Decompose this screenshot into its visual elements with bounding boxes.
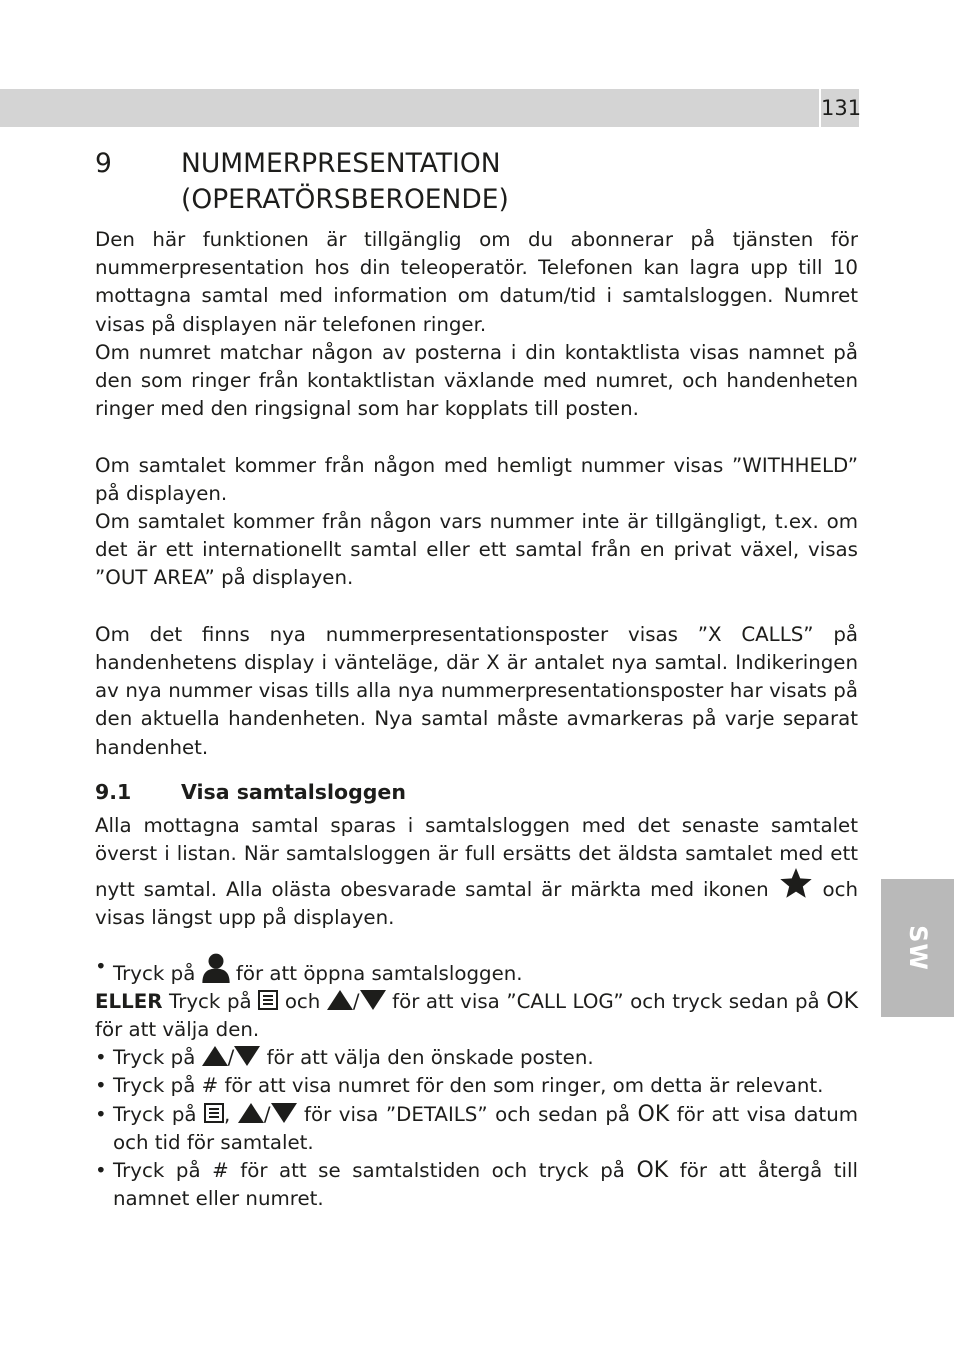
slash: / xyxy=(227,1046,235,1070)
paragraph-4: Om samtalet kommer från någon vars nummer inte är tillgängligt, t.ex. om det är ett internationellt samtal eller ett samtal från en privat växel, visas ”OUT AREA” på displayen. xyxy=(95,510,858,590)
down-arrow-icon xyxy=(234,1046,260,1066)
header-bar xyxy=(0,89,819,127)
subsection-title: Visa samtalsloggen xyxy=(181,779,406,804)
slash: / xyxy=(352,989,360,1013)
ok-key: OK xyxy=(636,1158,669,1184)
up-arrow-icon xyxy=(327,990,353,1010)
or-label: ELLER xyxy=(95,989,163,1013)
ok-key: OK xyxy=(637,1101,670,1127)
up-arrow-icon xyxy=(238,1103,264,1123)
down-arrow-icon xyxy=(360,990,386,1010)
instruction-2-text-b: för att välja den önskade posten. xyxy=(266,1046,594,1070)
language-tab xyxy=(881,879,954,1017)
paragraph-2: Om numret matchar någon av posterna i din kontaktlista visas namnet på den som ringer från kontaktlistan växlande med numret, och handenheten ringer med den ringsignal som har kopplats till posten. xyxy=(95,340,858,421)
paragraph-5: Om det finns nya nummerpresentationsposter visas ”X CALLS” på handenhetens display i vänteläge, där X är antalet nya samtal. Indikeringen av nya nummer visas tills alla nya nummerpresentationsposter har visats på den aktuella handenheten. Nya samtal måste avmarkeras på varje separat handenhet. xyxy=(95,622,858,759)
section-title-line1: NUMMERPRESENTATION xyxy=(181,148,501,179)
menu-icon xyxy=(258,990,278,1010)
instruction-1-text-a: Tryck på xyxy=(113,961,196,985)
instruction-3-text: Tryck på # för att visa numret för den som ringer, om detta är relevant. xyxy=(113,1074,824,1098)
instruction-5 xyxy=(95,1157,858,1213)
paragraph-1: Den här funktionen är tillgänglig om du abonnerar på tjänsten för nummerpresentation hos din teleoperatör. Telefonen kan lagra upp till 10 mottagna samtal med information om datum/tid i samtalsloggen. Numret visas på displayen när telefonen ringer. xyxy=(95,228,858,336)
comma: , xyxy=(224,1102,231,1126)
bullet: • xyxy=(95,954,107,978)
instruction-4-text-a: Tryck på xyxy=(113,1102,197,1126)
instruction-4 xyxy=(95,1101,858,1157)
menu-icon xyxy=(204,1103,224,1123)
paragraph-3: Om samtalet kommer från någon med hemligt nummer visas ”WITHHELD” på displayen. xyxy=(95,453,858,505)
paragraph-6-text-a: Alla mottagna samtal sparas i samtalsloggen med det senaste samtalet överst i listan. När samtalsloggen är full ersätts det äldsta samtalet med ett nytt samtal. Alla olästa obesvarade samtal är märkta med ikonen xyxy=(95,813,858,902)
page-number: 131 xyxy=(821,89,859,127)
language-tab-label: SW xyxy=(903,925,932,971)
instruction-alternative xyxy=(95,988,858,1044)
section-title-line2: (OPERATÖRSBEROENDE) xyxy=(181,184,509,215)
subsection-number: 9.1 xyxy=(95,779,132,804)
bullet: • xyxy=(95,1102,107,1126)
instruction-4-text-c: för att visa datum och tid för samtalet. xyxy=(113,1102,858,1154)
instruction-2-text-a: Tryck på xyxy=(113,1046,196,1070)
instruction-5-text-b: för att återgå till namnet eller numret. xyxy=(113,1159,859,1211)
bullet: • xyxy=(95,1046,107,1070)
instruction-4-text-b: för visa ”DETAILS” och sedan på xyxy=(304,1102,630,1126)
subsection-heading xyxy=(95,778,858,806)
paragraph-6-text-b: och visas längst upp på displayen. xyxy=(95,878,858,930)
instruction-5-text-a: Tryck på # för att se samtalstiden och tryck på xyxy=(113,1159,625,1183)
slash: / xyxy=(263,1102,271,1126)
down-arrow-icon xyxy=(271,1103,297,1123)
alt-text-b: och xyxy=(284,989,321,1013)
section-number: 9 xyxy=(95,148,112,179)
page-content xyxy=(95,146,858,1213)
up-arrow-icon xyxy=(202,1046,228,1066)
instruction-3 xyxy=(95,1072,858,1100)
ok-key: OK xyxy=(826,988,858,1014)
bullet: • xyxy=(95,1159,107,1183)
instruction-2 xyxy=(95,1044,858,1072)
paragraph-6 xyxy=(95,812,858,933)
bullet: • xyxy=(95,1074,107,1098)
section-title xyxy=(181,146,509,218)
section-heading xyxy=(95,146,858,218)
star-icon xyxy=(778,868,814,898)
contact-icon xyxy=(202,953,230,983)
instruction-1 xyxy=(95,953,858,988)
alt-text-d: för att välja den. xyxy=(95,1018,260,1042)
instruction-1-text-b: för att öppna samtalsloggen. xyxy=(235,961,523,985)
alt-text-c: för att visa ”CALL LOG” och tryck sedan på xyxy=(392,989,820,1013)
alt-text-a: Tryck på xyxy=(169,989,252,1013)
